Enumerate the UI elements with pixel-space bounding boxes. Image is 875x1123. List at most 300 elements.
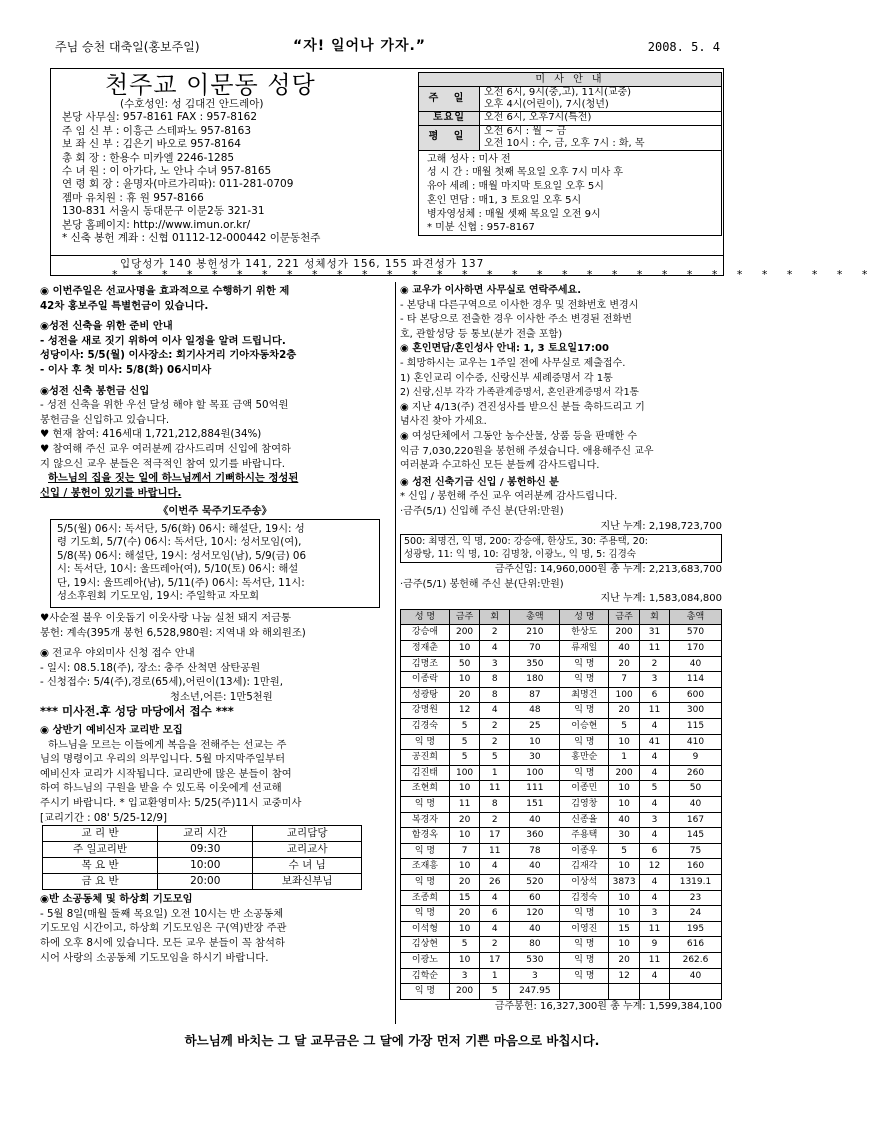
notice-line: - 5월 8일(매월 둘째 목요일) 오전 10시는 반 소공동체 [40, 907, 284, 920]
notice-line: ◉ 여성단체에서 그동안 농수산물, 상품 등을 판매한 수 [400, 430, 638, 442]
table-cell: 2 [480, 719, 510, 735]
table-cell: 5 [449, 719, 479, 735]
mass-time: 오후 4시(어린이), 7시(청년) [484, 99, 609, 110]
info-line: 수 녀 원 : 이 아가다, 노 안나 수녀 957-8165 [62, 165, 272, 178]
info-line: 젬마 유치원 : 휴 원 957-8166 [62, 191, 204, 204]
table-cell: 복경자 [401, 812, 450, 828]
hymn-numbers: 입당성가 140 봉헌성가 141, 221 성체성가 156, 155 파견성가 137 [120, 258, 485, 270]
table-cell: 200 [609, 765, 640, 781]
table-cell: 3 [639, 672, 669, 688]
info-line: 연 령 회 장 : 윤명자(마르가리따): 011-281-0709 [62, 178, 294, 191]
table-cell: 10 [609, 859, 640, 875]
table-cell: 50 [449, 656, 479, 672]
table-cell: 10 [609, 906, 640, 922]
sacrament-item: 고해 성사 : 미사 전 [427, 153, 511, 165]
table-cell: 10 [609, 797, 640, 813]
table-cell: 80 [510, 937, 560, 953]
table-cell [609, 984, 640, 1000]
table-row [401, 843, 722, 859]
table-cell: 5 [609, 719, 640, 735]
table-row [401, 797, 722, 813]
table-cell: 4 [639, 828, 669, 844]
notice-line: 2) 신랑,신부 각각 가족관계증명서, 혼인관계증명서 각1통 [400, 387, 639, 399]
right-column [400, 284, 722, 1014]
table-cell: 2 [480, 734, 510, 750]
table-cell: 5 [639, 781, 669, 797]
table-cell: 100 [609, 687, 640, 703]
mass-schedule [418, 72, 722, 236]
section-title: ◉ 성전 신축기금 신입 / 봉헌하신 분 [400, 476, 559, 488]
section-title: ◉ 교우가 이사하면 사무실로 연락주세요. [400, 285, 582, 296]
section-title: ◉ 상반기 예비신자 교리반 모집 [40, 724, 183, 737]
table-cell: 3 [510, 968, 560, 984]
table-row [401, 828, 722, 844]
table-cell: 115 [669, 719, 721, 735]
notice-line: - 성전 신축을 위한 우선 달성 해야 할 목표 금액 50억원 [40, 399, 289, 412]
table-cell: 100 [510, 765, 560, 781]
table-cell: 익 명 [560, 734, 609, 750]
sacrament-item: 병자영성체 : 매월 셋째 목요일 오전 9시 [427, 208, 601, 220]
table-cell: 이광노 [401, 952, 450, 968]
table-cell: 신종율 [560, 812, 609, 828]
table-cell: 한상도 [560, 625, 609, 641]
table-cell: 20 [449, 812, 479, 828]
emphasis-line: 신입 / 봉헌이 있기를 바랍니다. [40, 486, 182, 499]
table-cell: 40 [669, 656, 721, 672]
week-total: 금주신입: 14,960,000원 총 누계: 2,213,683,700 [494, 564, 722, 576]
notice-line: 하에 오후 8시에 있습니다. 모든 교우 분들이 꼭 참석하 [40, 937, 285, 949]
table-row [401, 781, 722, 797]
table-cell: 20 [609, 952, 640, 968]
table-cell: 17 [480, 952, 510, 968]
table-cell: 145 [669, 828, 721, 844]
table-cell: 40 [609, 812, 640, 828]
table-cell: 200 [449, 984, 479, 1000]
table-cell: 09:30 [158, 842, 253, 858]
week-motto: “자! 일어나 가자.” [293, 38, 426, 54]
table-cell: 350 [510, 656, 560, 672]
table-cell: 20 [449, 874, 479, 890]
homepage-url[interactable]: 본당 홈페이지: http://www.imun.or.kr/ [62, 218, 251, 231]
table-cell: 목 요 반 [43, 858, 158, 874]
table-cell: 4 [480, 890, 510, 906]
table-header-cell: 회 [480, 609, 510, 625]
table-row [43, 858, 362, 874]
table-cell: 조현희 [401, 781, 450, 797]
star-divider: * * * * * * * * * * * * * * * * * * * * * * * * * * * * * * * [112, 268, 875, 281]
donor-line: 성광탕, 11: 익 명, 10: 김명창, 이광노, 익 명, 5: 김경숙 [404, 548, 636, 560]
table-header-cell: 교리 시간 [158, 826, 253, 842]
table-cell: 48 [510, 703, 560, 719]
notice-line: - 타 본당으로 전출한 경우 이사한 주소 변경된 전화번 [400, 314, 632, 326]
table-cell: 1 [480, 765, 510, 781]
emphasis-line: 하느님의 집을 짓는 일에 하느님께서 기뻐하시는 정성된 [48, 472, 299, 485]
table-cell: 8 [480, 797, 510, 813]
table-cell: 20 [449, 687, 479, 703]
table-cell: 12 [609, 968, 640, 984]
table-cell: 50 [669, 781, 721, 797]
table-cell: 이종락 [401, 672, 450, 688]
table-cell: 41 [639, 734, 669, 750]
table-cell: 4 [480, 641, 510, 657]
table-cell: 2 [480, 625, 510, 641]
table-cell: 11 [639, 952, 669, 968]
table-row [401, 968, 722, 984]
table-cell: 10:00 [158, 858, 253, 874]
notice-line: 예비신자 교리가 시작됩니다. 교리반에 많은 분들이 참여 [40, 767, 292, 780]
table-cell: 익 명 [560, 703, 609, 719]
table-cell: 이종민 [560, 781, 609, 797]
table-row [401, 890, 722, 906]
table-cell: 성광탕 [401, 687, 450, 703]
mass-row-weekday [419, 126, 721, 151]
table-cell: 10 [609, 890, 640, 906]
table-cell: 195 [669, 921, 721, 937]
table-cell: 12 [449, 703, 479, 719]
section-title: ◉ 전교우 야외미사 신청 접수 안내 [40, 647, 195, 660]
table-cell: 6 [480, 906, 510, 922]
notice-line: 봉헌: 계속(395개 봉헌 6,528,980원: 지역내 와 해외원조) [40, 626, 306, 639]
donation-account: * 신축 봉헌 계좌 : 신협 01112-12-000442 이문동천주 [62, 232, 321, 245]
table-row [401, 874, 722, 890]
table-row [401, 719, 722, 735]
table-cell: 8 [480, 687, 510, 703]
table-cell: 40 [609, 641, 640, 657]
table-cell: 익 명 [401, 843, 450, 859]
info-line: 본당 사무실: 957-8161 FAX : 957-8162 [62, 111, 258, 124]
table-header-cell: 금주 [609, 609, 640, 625]
table-cell: 10 [609, 937, 640, 953]
table-cell: 11 [480, 843, 510, 859]
section-title: ◉성전 신축을 위한 준비 안내 [40, 320, 173, 333]
notice-line: 호, 관할성당 등 통보(분가 전출 포함) [400, 328, 563, 340]
table-cell: 수 녀 님 [253, 858, 362, 874]
left-column [40, 284, 390, 965]
table-cell: 1319.1 [669, 874, 721, 890]
table-cell: 160 [669, 859, 721, 875]
table-cell: 이영진 [560, 921, 609, 937]
table-cell: 조종희 [401, 890, 450, 906]
table-cell: 5 [480, 750, 510, 766]
prayer-title: 《이번주 묵주기도주송》 [158, 505, 272, 518]
table-cell: 100 [449, 765, 479, 781]
catechism-table [42, 825, 362, 890]
previous-total: 지난 누계: 1,583,084,800 [600, 593, 722, 605]
table-cell: 25 [510, 719, 560, 735]
table-cell: 530 [510, 952, 560, 968]
table-cell: 10 [449, 641, 479, 657]
notice-line: 청소년,어른: 1만5천원 [170, 690, 273, 703]
table-cell: 11 [639, 921, 669, 937]
notice-line: ♥사순절 불우 이웃돕기 이웃사랑 나눔 실천 돼지 저금통 [40, 611, 291, 624]
sacrament-item: * 미분 신협 : 957-8167 [427, 222, 535, 234]
table-cell: 5 [609, 843, 640, 859]
table-cell: 익 명 [560, 937, 609, 953]
notice-line: 1) 혼인교리 이수증, 신랑신부 세례증명서 각 1통 [400, 372, 613, 384]
table-cell: 15 [449, 890, 479, 906]
prayer-schedule-box [50, 519, 380, 608]
notice-line: ♥ 참여해 주신 교우 여러분께 감사드리며 신입에 참여하 [40, 442, 291, 455]
table-cell: 교리교사 [253, 842, 362, 858]
notice-line: ◉ 이번주일은 선교사명을 효과적으로 수행하기 위한 제 [40, 285, 290, 297]
table-cell: 1 [609, 750, 640, 766]
table-cell [669, 984, 721, 1000]
notice-line: - 신청접수: 5/4(주),경로(65세),어린이(13세): 1만원, [40, 676, 283, 689]
table-cell: 공진희 [401, 750, 450, 766]
column-divider [395, 282, 396, 1024]
footer-message: 하느님께 바치는 그 달 교무금은 그 달에 가장 먼저 기쁜 마음으로 바칩시다. [184, 1033, 600, 1048]
table-cell: 강승애 [401, 625, 450, 641]
bulletin-date: 2008. 5. 4 [647, 40, 720, 54]
table-cell: 익 명 [560, 672, 609, 688]
table-cell: 김명조 [401, 656, 450, 672]
table-cell: 이석형 [401, 921, 450, 937]
table-row [401, 625, 722, 641]
notice-line: ·금주(5/1) 신입해 주신 분(단위:만원) [400, 505, 564, 517]
prayer-line: 단, 19시: 울뜨레아(남), 5/11(주) 06시: 독서단, 11시: [57, 576, 305, 589]
table-cell [639, 984, 669, 1000]
table-cell: 김학순 [401, 968, 450, 984]
table-cell: 10 [449, 952, 479, 968]
table-cell: 111 [510, 781, 560, 797]
table-cell: 247.95 [510, 984, 560, 1000]
table-cell: 10 [609, 781, 640, 797]
table-row [401, 687, 722, 703]
table-cell: 5 [480, 984, 510, 1000]
notice-line: 주시기 바랍니다. * 입교환영미사: 5/25(주)11시 교중미사 [40, 797, 302, 810]
table-header-cell: 성 명 [560, 609, 609, 625]
table-cell: 2 [480, 812, 510, 828]
table-cell: 8 [480, 672, 510, 688]
notice-line: - 이사 후 첫 미사: 5/8(화) 06시미사 [40, 363, 212, 376]
mass-schedule-title: 미 사 안 내 [419, 73, 721, 87]
prayer-line: 령 기도회, 5/7(수) 06시: 독서단, 10시: 성서모임(여), [57, 536, 302, 549]
table-cell: 40 [669, 797, 721, 813]
table-cell: 4 [639, 874, 669, 890]
sacrament-item: 혼인 면담 : 매1, 3 토요일 오후 5시 [427, 194, 582, 206]
table-row [401, 765, 722, 781]
table-cell: 31 [639, 625, 669, 641]
table-cell: 10 [510, 734, 560, 750]
table-cell: 11 [480, 781, 510, 797]
sacrament-item: 성 시 간 : 매월 첫째 목요일 오후 7시 미사 후 [427, 167, 624, 179]
notice-line: 성당이사: 5/5(월) 이사장소: 회기사거리 기아자동차2층 [40, 349, 297, 362]
table-row [401, 703, 722, 719]
table-cell: 4 [639, 890, 669, 906]
table-cell: 4 [639, 797, 669, 813]
table-cell: 익 명 [401, 734, 450, 750]
notice-line: 념사진 찾아 가세요. [400, 416, 487, 428]
table-header-cell: 성 명 [401, 609, 450, 625]
notice-line: 시어 사랑의 소공동체 기도모임을 하시기 바랍니다. [40, 951, 269, 964]
table-header-cell: 총액 [510, 609, 560, 625]
info-line: 130-831 서울시 동대문구 이문2동 321-31 [62, 205, 265, 218]
table-cell: 4 [639, 719, 669, 735]
table-cell: 정재춘 [401, 641, 450, 657]
table-cell: 류재일 [560, 641, 609, 657]
table-cell: 10 [449, 828, 479, 844]
donor-box [400, 534, 722, 563]
table-header-cell: 교 리 반 [43, 826, 158, 842]
patron-saint: (수호성인: 성 김대건 안드레아) [120, 98, 264, 110]
table-cell: 12 [639, 859, 669, 875]
table-cell: 10 [449, 921, 479, 937]
table-cell: 강명원 [401, 703, 450, 719]
notice-line: - 일시: 08.5.18(주), 장소: 충주 산척면 삼탄공원 [40, 661, 261, 674]
table-cell: 이종우 [560, 843, 609, 859]
table-cell: 김진태 [401, 765, 450, 781]
mass-day: 주 일 [419, 87, 480, 111]
table-cell: 570 [669, 625, 721, 641]
notice-line: 봉헌금을 신입하고 있습니다. [40, 413, 170, 426]
notice-line: 여러분과 수고하신 모든 분들께 감사드립니다. [400, 460, 600, 472]
table-cell: 120 [510, 906, 560, 922]
table-cell: 360 [510, 828, 560, 844]
table-cell: 익 명 [560, 968, 609, 984]
table-cell: 23 [669, 890, 721, 906]
notice-line: 하여 하느님의 구원을 받을 수 있도록 이웃에게 선교해 [40, 782, 282, 795]
table-cell: 5 [449, 734, 479, 750]
table-cell: 최명건 [560, 687, 609, 703]
table-cell: 익 명 [560, 765, 609, 781]
table-cell: 70 [510, 641, 560, 657]
table-cell: 600 [669, 687, 721, 703]
table-cell: 30 [609, 828, 640, 844]
table-row [43, 842, 362, 858]
table-cell: 10 [449, 672, 479, 688]
table-cell: 75 [669, 843, 721, 859]
table-cell: 114 [669, 672, 721, 688]
mass-time: 오전 6시 : 월 ~ 금 [484, 125, 567, 137]
table-cell: 20 [609, 656, 640, 672]
table-row [401, 812, 722, 828]
table-cell: 60 [510, 890, 560, 906]
table-cell: 6 [639, 843, 669, 859]
table-cell: 홍만순 [560, 750, 609, 766]
feast-name: 주님 승천 대축일(홍보주일) [55, 40, 200, 54]
parish-title: 천주교 이문동 성당 [105, 71, 316, 99]
table-row [43, 874, 362, 890]
table-cell: 익 명 [560, 906, 609, 922]
table-cell: 9 [639, 937, 669, 953]
table-row [401, 750, 722, 766]
table-cell: 10 [449, 859, 479, 875]
mass-day: 토요일 [419, 112, 480, 125]
table-row [401, 921, 722, 937]
notice-line: - 희망하시는 교우는 1주일 전에 사무실로 제출접수. [400, 357, 626, 369]
table-cell: 3 [480, 656, 510, 672]
table-cell: 30 [510, 750, 560, 766]
previous-total: 지난 누계: 2,198,723,700 [600, 520, 722, 532]
notice-line: 기도모임 시간이고, 하상회 기도모임은 구(역)반장 주관 [40, 922, 287, 935]
table-header-cell: 총액 [669, 609, 721, 625]
notice-line: 지 않으신 교우 분들은 적극적인 참여 있기를 바랍니다. [40, 457, 286, 470]
table-cell: 김상현 [401, 937, 450, 953]
catechism-period: [교리기간 : 08' 5/25-12/9] [40, 811, 168, 824]
mass-time: 오전 10시 : 수, 금, 오후 7시 : 화, 목 [484, 137, 645, 149]
table-row [401, 906, 722, 922]
table-cell: 익 명 [401, 906, 450, 922]
table-header-row [401, 609, 722, 625]
table-cell: 20:00 [158, 874, 253, 890]
mass-time: 오전 6시, 오후7시(특전) [484, 112, 592, 123]
table-row [401, 859, 722, 875]
table-cell: 익 명 [560, 656, 609, 672]
table-cell: 이상석 [560, 874, 609, 890]
table-cell: 4 [480, 921, 510, 937]
table-cell: 262.6 [669, 952, 721, 968]
table-row [401, 952, 722, 968]
table-cell: 이승현 [560, 719, 609, 735]
table-row [401, 656, 722, 672]
mass-row-saturday [419, 112, 721, 126]
table-cell: 167 [669, 812, 721, 828]
mass-time: 오전 6시, 9시(중,고), 11시(교중) [484, 87, 632, 98]
table-cell: 3873 [609, 874, 640, 890]
table-cell: 익 명 [560, 952, 609, 968]
table-header-cell: 회 [639, 609, 669, 625]
table-cell: 180 [510, 672, 560, 688]
table-cell: 4 [639, 765, 669, 781]
table-cell: 7 [449, 843, 479, 859]
emphasis-line: *** 미사전.후 성당 마당에서 접수 *** [40, 704, 234, 719]
table-cell: 40 [510, 921, 560, 937]
mass-day: 평 일 [419, 126, 480, 150]
table-cell: 200 [609, 625, 640, 641]
table-cell: 40 [669, 968, 721, 984]
table-row [401, 734, 722, 750]
prayer-line: 성소후원회 기도모임, 19시: 주일학교 자모회 [57, 590, 260, 603]
table-cell: 4 [639, 968, 669, 984]
table-cell: 익 명 [401, 797, 450, 813]
table-cell: 4 [480, 703, 510, 719]
table-cell: 금 요 반 [43, 874, 158, 890]
table-cell: 2 [639, 656, 669, 672]
info-line: 보 좌 신 부 : 김은기 바오로 957-8164 [62, 138, 241, 151]
table-cell: 주 일교리반 [43, 842, 158, 858]
table-cell: 함경옥 [401, 828, 450, 844]
table-cell: 4 [639, 750, 669, 766]
notice-line: ◉ 지난 4/13(주) 견진성사를 받으신 분들 축하드리고 기 [400, 401, 645, 413]
table-cell: 6 [639, 687, 669, 703]
table-row [401, 984, 722, 1000]
table-cell: 보좌신부님 [253, 874, 362, 890]
table-cell: 17 [480, 828, 510, 844]
offering-table-body [401, 625, 722, 999]
section-title: ◉성전 신축 봉헌금 신입 [40, 384, 150, 397]
table-cell: 익 명 [401, 984, 450, 1000]
notice-line: - 본당내 다른구역으로 이사한 경우 및 전화번호 변경시 [400, 299, 639, 311]
notice-line: * 신입 / 봉헌해 주신 교우 여러분께 감사드립니다. [400, 491, 618, 503]
table-cell: 151 [510, 797, 560, 813]
prayer-line: 5/5(월) 06시: 독서단, 5/6(화) 06시: 해설단, 19시: 성 [57, 522, 305, 535]
table-cell: 260 [669, 765, 721, 781]
table-cell: 78 [510, 843, 560, 859]
section-title: ◉ 혼인면담/혼인성사 안내: 1, 3 토요일17:00 [400, 343, 609, 355]
table-cell: 20 [449, 906, 479, 922]
section-title: ◉반 소공동체 및 하상회 기도모임 [40, 893, 193, 906]
table-cell: 3 [639, 812, 669, 828]
table-cell: 15 [609, 921, 640, 937]
notice-line: 님의 명령이고 우리의 의무입니다. 5월 마지막주일부터 [40, 753, 286, 766]
table-cell: 김경숙 [401, 719, 450, 735]
table-cell: 5 [449, 750, 479, 766]
table-cell: 익 명 [401, 874, 450, 890]
table-cell: 3 [639, 906, 669, 922]
table-cell: 김정숙 [560, 890, 609, 906]
offering-table [400, 609, 722, 1000]
table-cell: 조재흥 [401, 859, 450, 875]
